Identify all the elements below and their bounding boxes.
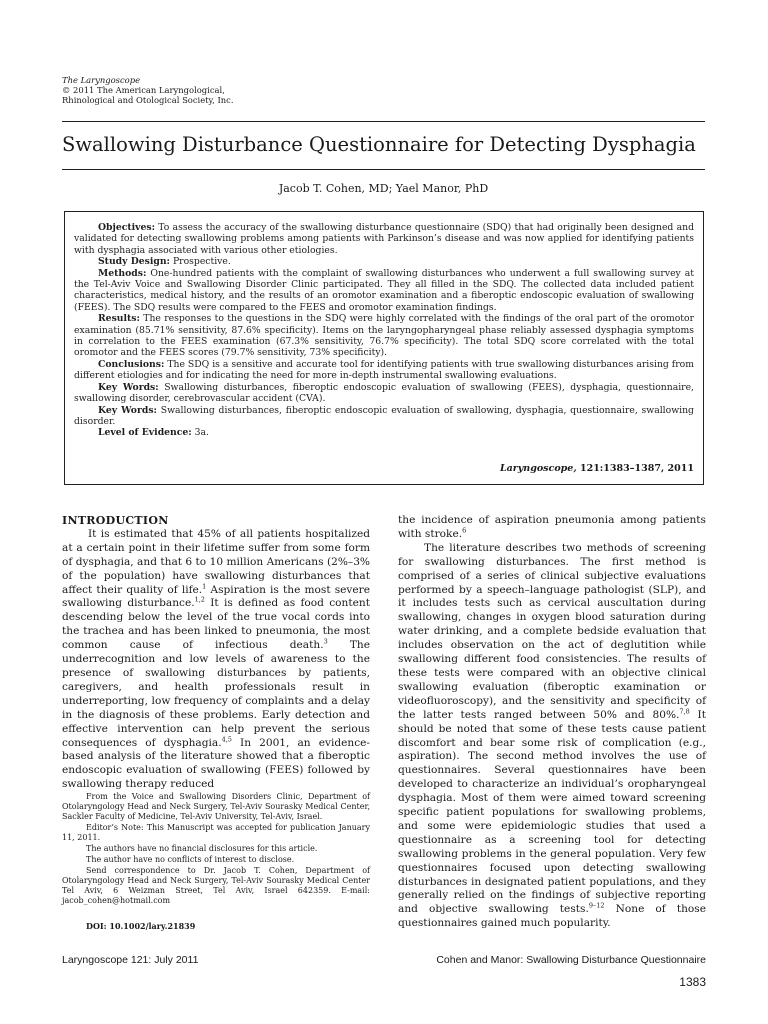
- text-run: The underrecognition and low levels of awareness to the presence of swallowing disturbances by patients, caregivers, and health professionals result in underreporting, low frequency of complaints and a delay in the diagnosis of these problems. Early detection and effective intervention can help prevent the serious consequences of dysphagia.: [62, 639, 370, 749]
- abstract-objectives: [74, 222, 694, 256]
- intro-paragraph-1-cont: [398, 514, 706, 542]
- citation-journal: Laryngoscope,: [499, 463, 577, 474]
- author-line: Jacob T. Cohen, MD; Yael Manor, PhD: [278, 182, 489, 195]
- correspondence-note: Send correspondence to Dr. Jacob T. Cohen, Department of Otolaryngology Head and Neck Surgery, Tel-Aviv Sourasky Medical Center Tel Aviv, 6 Weizman Street, Tel Aviv, Israel 642359. E-mail: jacob_cohen@hotmail.com: [62, 866, 370, 905]
- keywords-text: Swallowing disturbances, fiberoptic endoscopic evaluation of swallowing (FEES), dysphagia, questionnaire, swallowing disorder, cerebrovascular accident (CVA).: [74, 381, 695, 405]
- conclusions-label: Conclusions:: [98, 358, 165, 370]
- text-run: It is estimated that 45% of all patients hospitalized at a certain point in their lifetime suffer from some form of dysphagia, and that 6 to 10 million Americans (2%–3% of the population) have swallowing disturbances that affect their quality of life.: [62, 527, 370, 596]
- society-line: Rhinological and Otological Society, Inc.: [62, 95, 234, 105]
- conclusions-text: The SDQ is a sensitive and accurate tool for identifying patients with true swallowing disturbances arising from different etiologies and for indicating the need for more in-depth instrumental swallowing evaluations.: [74, 358, 694, 382]
- abstract-evidence: [74, 427, 694, 438]
- reference-marker: 4,5: [221, 734, 232, 743]
- title-rule-top: [62, 121, 705, 122]
- evidence-text: 3a.: [194, 427, 209, 439]
- title-rule-bottom: [62, 169, 705, 170]
- abstract-conclusions: [74, 359, 694, 382]
- journal-info: [62, 75, 362, 105]
- objectives-text: To assess the accuracy of the swallowing disturbance questionnaire (SDQ) that had originally been designed and validated for detecting swallowing problems among patients with Parkinson’s disease and was now applied for identifying patients with dysphagia associated with various other etiologies.: [74, 222, 694, 256]
- conflicts-note: The author have no conflicts of interest to disclose.: [86, 855, 295, 864]
- methods-label: Methods:: [98, 267, 147, 279]
- article-title: Swallowing Disturbance Questionnaire for Detecting Dysphagia: [62, 133, 696, 156]
- text-run: the incidence of aspiration pneumonia among patients with stroke.: [398, 514, 706, 540]
- reference-marker: 1,2: [194, 595, 205, 604]
- footnotes: [62, 792, 370, 907]
- results-text: The responses to the questions in the SDQ were highly correlated with the findings of the oral part of the oromotor examination (85.71% sensitivity, 87.6% specificity). Items on the laryngopharyngeal phase reliably assessed dysphagia symptoms in correlation to the FEES examination (67.3% sensitivity, 76.7% specificity). The total SDQ score correlated with the total oromotor and the FEES scores (79.7% sensitivity, 73% specificity).: [74, 313, 694, 359]
- reference-marker: 3: [323, 637, 328, 646]
- design-label: Study Design:: [98, 256, 170, 268]
- abstract-box: [64, 211, 704, 485]
- objectives-label: Objectives:: [98, 222, 156, 233]
- text-run: It is defined as food content descending below the level of the true vocal cords into the trachea and has been linked to pneumonia, the most common cause of infectious death.: [62, 597, 370, 652]
- abstract-results: [74, 313, 694, 359]
- body-column-right: [398, 514, 706, 931]
- keywords2-text: Swallowing disturbances, fiberoptic endoscopic evaluation of swallowing, dysphagia, questionnaire, swallowing disorder.: [74, 404, 694, 427]
- affiliation-note: From the Voice and Swallowing Disorders Clinic, Department of Otolaryngology Head and Neck Surgery, Tel-Aviv Sourasky Medical Center, Sackler Faculty of Medicine, Tel-Aviv University, Tel-Aviv, Israel.: [62, 792, 370, 821]
- financial-note: The authors have no financial disclosures for this article.: [86, 844, 318, 853]
- abstract-keywords-2: [74, 405, 694, 428]
- intro-paragraph-1: [62, 528, 370, 792]
- citation: [500, 463, 694, 475]
- page-number: 1383: [679, 975, 706, 989]
- body-column-left: [62, 514, 370, 792]
- keywords-label: Key Words:: [98, 381, 159, 393]
- section-heading: INTRODUCTION: [62, 514, 169, 527]
- text-run: In 2001, an evidence-based analysis of the literature showed that a fiberoptic endoscopic evaluation of swallowing (FEES) followed by swallowing therapy reduced: [62, 736, 370, 791]
- journal-name: The Laryngoscope: [62, 75, 141, 85]
- footer-running-title: Cohen and Manor: Swallowing Disturbance Questionnaire: [436, 954, 706, 966]
- intro-paragraph-2: [398, 542, 706, 931]
- abstract-text: [74, 222, 694, 439]
- abstract-methods: [74, 268, 694, 314]
- text-run: Aspiration is the most severe swallowing disturbance.: [62, 583, 370, 610]
- evidence-label: Level of Evidence:: [98, 427, 192, 439]
- text-run: It should be noted that some of these tests cause patient discomfort and bear some risk of complication (e.g., aspiration). The second method involves the use of questionnaires. Several questionnaires have been developed to characterize an individual’s oropharyngeal dysphagia. Most of them were aimed toward screening specific patient populations for swallowing problems, and some were epidemiologic studies that used a questionnaire as a screening tool for detecting swallowing problems in the general population. Very few questionnaires focused upon detecting swallowing disturbances in designated patient populations, and they generally relied on the findings of subjective reporting and objective swallowing tests.: [398, 708, 706, 916]
- methods-text: One-hundred patients with the complaint of swallowing disturbances who underwent a full swallowing survey at the Tel-Aviv Voice and Swallowing Disorder Clinic participated. They all filled in the SDQ. The collected data included patient characteristics, medical history, and the results of an oromotor examination and a fiberoptic endoscopic evaluation of swallowing (FEES). The SDQ results were compared to the FEES and oromotor examination findings.: [74, 267, 694, 313]
- reference-marker: 9–12: [588, 901, 605, 910]
- results-label: Results:: [98, 313, 140, 325]
- reference-marker: 1: [202, 582, 207, 590]
- keywords2-label: Key Words:: [98, 404, 157, 416]
- reference-marker: 6: [462, 526, 467, 535]
- doi: DOI: 10.1002/lary.21839: [86, 921, 196, 931]
- text-run: None of those questionnaires gained much popularity.: [398, 903, 706, 930]
- abstract-design: [74, 256, 694, 267]
- citation-volume: 121:1383–1387, 2011: [579, 463, 694, 474]
- text-run: The literature describes two methods of screening for swallowing disturbances. The first method is comprised of a series of clinical subjective evaluations performed by a speech–language pathologist (SLP), and it includes tests such as cervical auscultation during swallowing, changes in oxygen blood saturation during water drinking, and a complete bedside evaluation that includes observation on the act of deglutition while swallowing different food consistencies. The results of these tests were compared with an objective clinical swallowing evaluation (fiberoptic examination or videofluoroscopy), and the sensitivity and specificity of the latter tests ranged between 50% and 80%.: [398, 541, 706, 721]
- editor-note: Editor’s Note: This Manuscript was accepted for publication January 11, 2011.: [62, 823, 370, 842]
- footer-journal-issue: Laryngoscope 121: July 2011: [62, 954, 199, 966]
- copyright-line: © 2011 The American Laryngological,: [62, 85, 225, 95]
- reference-marker: 7,8: [679, 707, 690, 716]
- design-text: Prospective.: [172, 256, 231, 268]
- abstract-keywords: [74, 382, 694, 405]
